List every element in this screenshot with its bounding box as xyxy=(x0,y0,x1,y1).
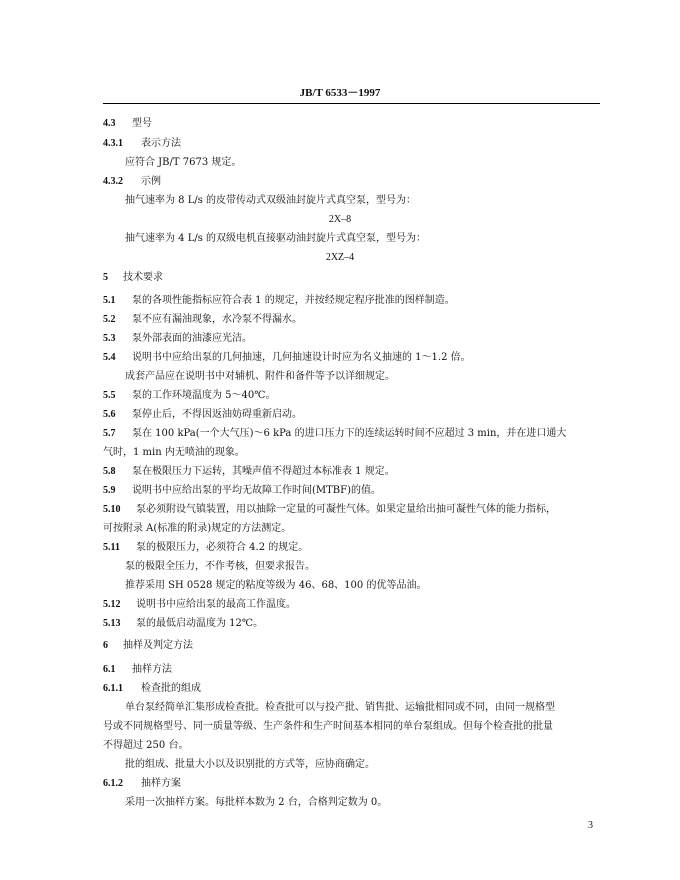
section-5: 5 技术要求 xyxy=(103,272,163,283)
line-5-2: 5.2 泵不应有漏油现象，水冷泵不得漏水。 xyxy=(103,314,302,325)
para-line: 泵的极限全压力，不作考核，但要求报告。 xyxy=(125,561,315,572)
line-5-3: 5.3 泵外部表面的油漆应光洁。 xyxy=(103,333,252,344)
para-line: 号或不同规格型号、同一质量等级、生产条件和生产时间基本相同的单台泵组成。但每个检查批的批量 xyxy=(103,721,553,732)
para-line: 单台泵经简单汇集形成检查批。检查批可以与投产批、销售批、运输批相同或不同，由同一规格型 xyxy=(125,702,555,713)
line-6-1-1: 6.1.1 检查批的组成 xyxy=(103,683,201,694)
line-5-11: 5.11 泵的极限压力，必须符合 4.2 的规定。 xyxy=(103,542,309,553)
line-5-9: 5.9 说明书中应给出泵的平均无故障工作时间(MTBF)的值。 xyxy=(103,485,381,496)
para-line: 气时，1 min 内无喷油的现象。 xyxy=(103,447,245,458)
model-code-2: 2XZ–4 xyxy=(325,252,355,263)
para-line: 成套产品应在说明书中对辅机、附件和备件等予以详细规定。 xyxy=(125,371,395,382)
line-6-1: 6.1 抽样方法 xyxy=(103,664,172,675)
line-5-8: 5.8 泵在极限压力下运转，其噪声值不得超过本标准表 1 规定。 xyxy=(103,466,395,477)
line-5-1: 5.1 泵的各项性能指标应符合表 1 的规定，并按经规定程序批准的图样制造。 xyxy=(103,295,455,306)
model-code-1: 2X–8 xyxy=(328,214,352,225)
line-5-12: 5.12 说明书中应给出泵的最高工作温度。 xyxy=(103,599,296,610)
para-line: 不得超过 250 台。 xyxy=(103,740,189,751)
line-4-3: 4.3 型号 xyxy=(103,118,152,129)
line-5-4: 5.4 说明书中应给出泵的几何抽速，几何抽速设计时应为名义抽速的 1～1.2 倍。 xyxy=(103,352,471,363)
para-line: 抽气速率为 4 L/s 的双级电机直接驱动油封旋片式真空泵，型号为： xyxy=(125,233,427,244)
section-6: 6 抽样及判定方法 xyxy=(103,640,193,651)
line-4-3-1: 4.3.1 表示方法 xyxy=(103,138,181,149)
line-6-1-2: 6.1.2 抽样方案 xyxy=(103,778,181,789)
line-5-10: 5.10 泵必须附设气镇装置，用以抽除一定量的可凝性气体。如果定量给出抽可凝性气体的能力指标， xyxy=(103,504,556,515)
para-line: 采用一次抽样方案。每批样本数为 2 台，合格判定数为 0。 xyxy=(125,797,388,808)
line-5-6: 5.6 泵停止后，不得因返油妨碍重新启动。 xyxy=(103,409,302,420)
document-header: JB/T 6533－1997 xyxy=(299,87,381,99)
para-line: 抽气速率为 8 L/s 的皮带传动式双级油封旋片式真空泵，型号为： xyxy=(125,195,417,206)
para-line: 推荐采用 SH 0528 规定的粘度等级为 46、68、100 的优等品油。 xyxy=(125,580,427,591)
para-line: 应符合 JB/T 7673 规定。 xyxy=(125,157,242,168)
line-5-13: 5.13 泵的最低启动温度为 12℃。 xyxy=(103,618,264,629)
page-number: 3 xyxy=(588,820,593,831)
line-5-7: 5.7 泵在 100 kPa(一个大气压)～6 kPa 的进口压力下的连续运转时间不应超过 3 min，并在进口通大 xyxy=(103,428,567,439)
line-5-5: 5.5 泵的工作环境温度为 5～40℃。 xyxy=(103,390,276,401)
header-rule xyxy=(103,103,600,104)
para-line: 批的组成、批量大小以及识别批的方式等，应协商确定。 xyxy=(125,759,375,770)
para-line: 可按附录 A(标准的附录)规定的方法测定。 xyxy=(103,523,292,534)
line-4-3-2: 4.3.2 示例 xyxy=(103,176,161,187)
